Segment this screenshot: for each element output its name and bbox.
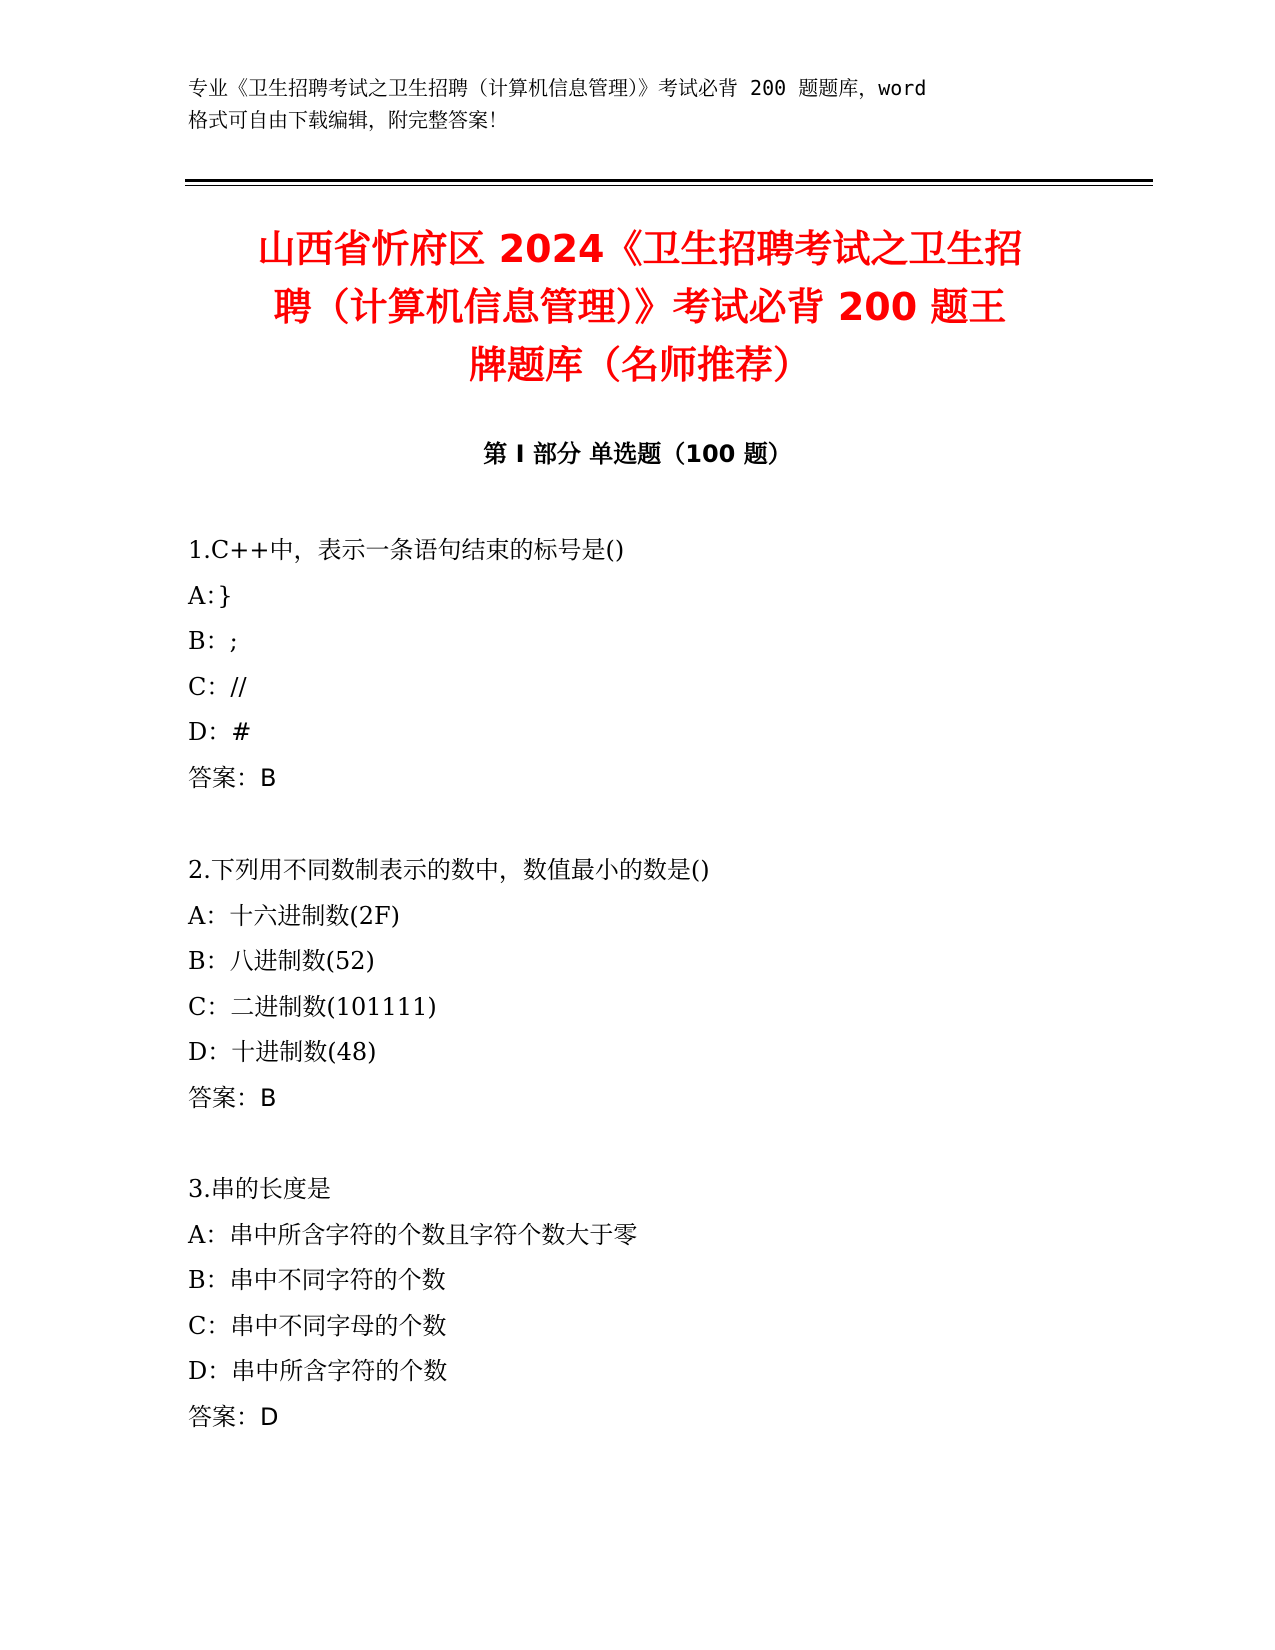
option-c: C：// xyxy=(188,672,247,701)
header-note-line-2: 格式可自由下载编辑，附完整答案！ xyxy=(188,108,508,132)
document-title xyxy=(190,220,1090,394)
title-line-2: 聘（计算机信息管理）》考试必背 200 题王 xyxy=(273,285,1007,329)
title-line-3: 牌题库（名师推荐） xyxy=(468,343,811,387)
option-d: D：# xyxy=(188,718,252,746)
header-divider-thin xyxy=(185,185,1153,186)
option-c: C：串中不同字母的个数 xyxy=(188,1311,447,1340)
header-note xyxy=(188,72,1088,136)
option-c: C：二进制数(101111) xyxy=(188,992,437,1021)
question-1 xyxy=(188,528,1088,801)
question-stem: 3.串的长度是 xyxy=(188,1175,331,1203)
question-stem: 2.下列用不同数制表示的数中，数值最小的数是() xyxy=(188,856,710,884)
option-b: B：串中不同字符的个数 xyxy=(188,1266,446,1294)
answer-label: 答案：B xyxy=(188,1083,277,1112)
answer-label: 答案：D xyxy=(188,1402,279,1431)
option-a: A：串中所含字符的个数且字符个数大于零 xyxy=(188,1220,638,1249)
option-b: B：; xyxy=(188,627,238,655)
question-2 xyxy=(188,848,1088,1121)
header-divider-thick xyxy=(185,179,1153,182)
option-a: A：十六进制数(2F) xyxy=(188,901,400,930)
option-d: D：串中所含字符的个数 xyxy=(188,1357,448,1385)
header-note-line-1: 专业《卫生招聘考试之卫生招聘（计算机信息管理）》考试必背 200 题题库，word xyxy=(188,76,927,100)
question-stem: 1.C++中，表示一条语句结束的标号是() xyxy=(188,536,625,564)
section-heading: 第 I 部分 单选题（100 题） xyxy=(483,440,792,468)
option-b: B：八进制数(52) xyxy=(188,947,375,975)
option-d: D：十进制数(48) xyxy=(188,1038,377,1066)
option-a: A：} xyxy=(188,581,233,610)
question-3 xyxy=(188,1167,1088,1440)
title-line-1: 山西省忻府区 2024《卫生招聘考试之卫生招 xyxy=(257,227,1023,271)
answer-label: 答案：B xyxy=(188,763,277,792)
